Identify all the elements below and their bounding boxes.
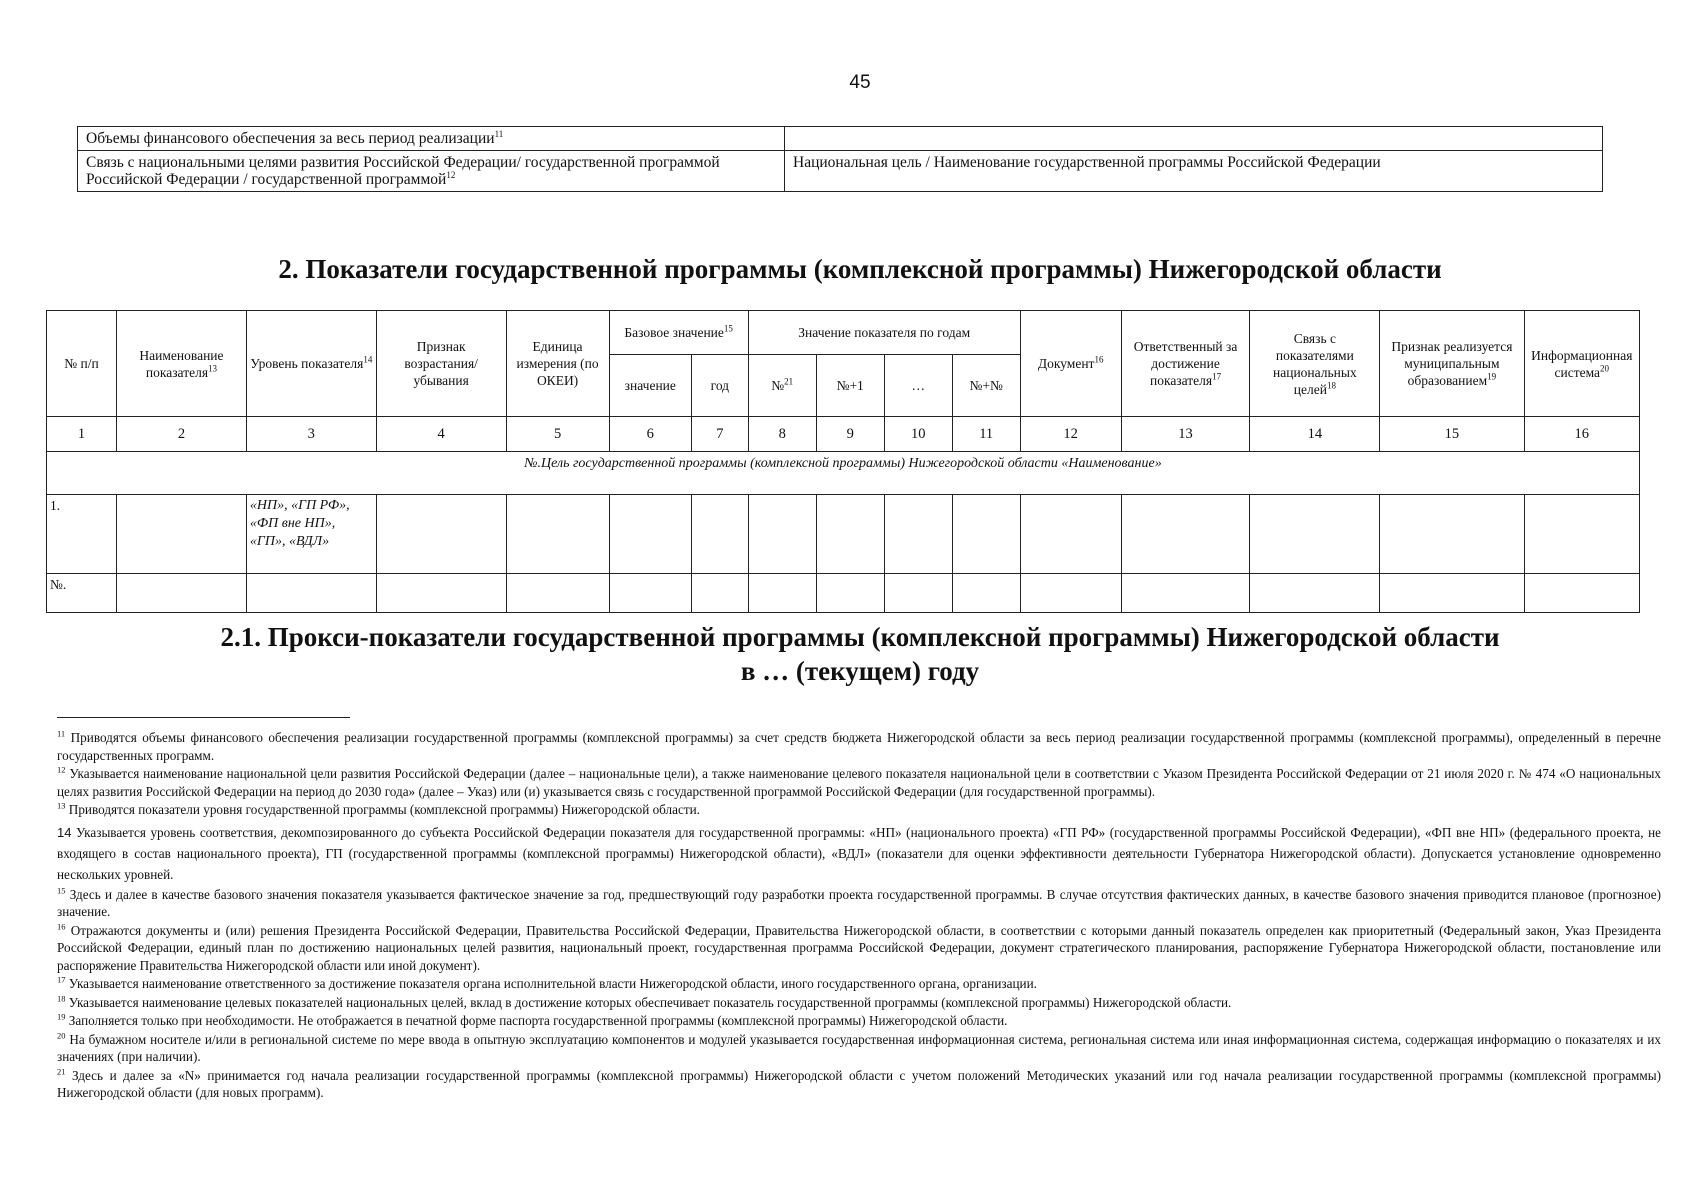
header-responsible — [1121, 311, 1250, 417]
header-label: Базовое значение — [624, 325, 724, 340]
footnote-text: Заполняется только при необходимости. Не отображается в печатной форме паспорта государственной программы (комплексной программы) Нижегородской области. — [68, 1013, 1008, 1028]
footnote-ref: 21 — [784, 376, 794, 387]
table-cell — [952, 495, 1020, 574]
col-number: 15 — [1380, 417, 1524, 452]
footnote-number: 17 — [57, 974, 66, 985]
footnote-ref: 19 — [1487, 371, 1497, 382]
footnote-number: 16 — [57, 921, 66, 932]
table-cell — [816, 574, 884, 613]
col-number: 2 — [117, 417, 247, 452]
col-number: 9 — [816, 417, 884, 452]
col-number: 14 — [1250, 417, 1380, 452]
table-cell — [692, 574, 749, 613]
col-number: 1 — [47, 417, 117, 452]
table-cell — [506, 574, 609, 613]
col-number: 13 — [1121, 417, 1250, 452]
table-cell — [376, 495, 506, 574]
header-base-year: год — [692, 355, 749, 417]
footnote — [57, 822, 1661, 885]
footnote — [57, 729, 1661, 764]
footnote-ref: 17 — [1212, 371, 1222, 382]
col-number: 4 — [376, 417, 506, 452]
header-label: Информационная система — [1531, 347, 1633, 380]
footnote-number: 11 — [57, 728, 66, 739]
header-indicator-name — [117, 311, 247, 417]
table-cell — [117, 574, 247, 613]
footnote-divider — [57, 717, 350, 718]
table-cell — [748, 495, 816, 574]
header-base-value-group — [609, 311, 748, 355]
financing-label: Объемы финансового обеспечения за весь период реализации — [86, 130, 495, 147]
footnote-text: Отражаются документы и (или) решения Президента Российской Федерации, Правительства Российской Федерации, Правительства Нижегородской области, в соответствии с которыми данный показатель определен как приоритетный (Федеральный закон, Указ Президента Российской Федерации, единый план по достижению национальных целей развития, национальный проект, государственная программа Российской Федерации, документ стратегического планирования, распоряжение Губернатора Нижегородской области, постановление или распоряжение Правительства Нижегородской области или иной документ). — [57, 922, 1661, 973]
row-number: 1. — [47, 495, 117, 574]
table-cell — [609, 574, 691, 613]
header-level — [246, 311, 376, 417]
table-cell — [692, 495, 749, 574]
footnote-number: 14 — [57, 824, 72, 840]
table-cell — [1121, 574, 1250, 613]
header-label: Признак реализуется муниципальным образованием — [1391, 339, 1513, 388]
table-cell — [1380, 495, 1524, 574]
table-cell — [1380, 574, 1524, 613]
header-base-value: значение — [609, 355, 691, 417]
table-row — [78, 151, 1603, 192]
table-cell — [884, 495, 952, 574]
table-row — [78, 127, 1603, 151]
header-label: Ответственный за достижение показателя — [1133, 339, 1238, 388]
footnote-ref: 18 — [1326, 380, 1336, 390]
footnote-number: 12 — [57, 764, 66, 775]
subsection-title-line2: в … (текущем) году — [740, 656, 980, 686]
header-years-group: Значение показателя по годам — [748, 311, 1020, 355]
footnote-text: Указывается уровень соответствия, декомпозированного до субъекта Российской Федерации показателя для государственной программы: «НП» (национального проекта) «ГП РФ» (государственной программы Российской Федерации), «ФП вне НП» (федерального проекта, не входящего в состав национального проекта), ГП (государственной программы (комплексной программы) Нижегородской области), «ВДЛ» (показатели для оценки эффективности деятельности Губернатора Нижегородской области). Допускается установление одновременно нескольких уровней. — [57, 824, 1661, 882]
page-number: 45 — [849, 72, 871, 93]
footnote-number: 18 — [57, 993, 66, 1004]
indicators-table — [46, 310, 1640, 613]
table-cell — [1250, 495, 1380, 574]
col-number: 7 — [692, 417, 749, 452]
header-year-nn: №+№ — [952, 355, 1020, 417]
header-year-n1: №+1 — [816, 355, 884, 417]
table-cell — [376, 574, 506, 613]
footnote-number: 15 — [57, 885, 66, 896]
footnote-ref: 11 — [494, 128, 504, 139]
footnote — [57, 975, 1661, 993]
table-cell — [117, 495, 247, 574]
footnote-text: Указывается наименование национальной цели развития Российской Федерации (далее – национальные цели), а также наименование целевого показателя национальной цели в соответствии с Указом Президента Российской Федерации от 21 июля 2020 г. № 474 «О национальных целях развития Российской Федерации на период до 2030 года» (далее – Указ) или (и) указывается связь с государственной программой Российской Федерации (для государственной программы). — [57, 766, 1662, 799]
footnote — [57, 994, 1661, 1012]
footnote-number: 13 — [57, 800, 66, 811]
table-cell — [609, 495, 691, 574]
goal-row — [47, 452, 1640, 495]
table-cell — [1524, 574, 1639, 613]
footnote-ref: 14 — [363, 354, 373, 365]
footnote-ref: 20 — [1600, 363, 1610, 373]
footnote-text: Здесь и далее за «N» принимается год начала реализации государственной программы (комплексной программы) Нижегородской области с учетом положений Методических указаний или год начала реализации государственной программы (комплексной программы) Нижегородской области (для новых программ). — [57, 1067, 1661, 1100]
header-national-link — [1250, 311, 1380, 417]
table-row — [47, 495, 1640, 574]
col-number: 11 — [952, 417, 1020, 452]
national-goals-label-cell — [78, 151, 785, 192]
table-row — [47, 574, 1640, 613]
table-cell — [1121, 495, 1250, 574]
header-trend: Признак возрастания/ убывания — [376, 311, 506, 417]
footnote — [57, 1031, 1661, 1066]
header-label: Связь с показателями национальных целей — [1273, 330, 1357, 397]
table-cell — [952, 574, 1020, 613]
header-unit: Единица измерения (по ОКЕИ) — [506, 311, 609, 417]
footnote — [57, 886, 1661, 921]
col-number: 8 — [748, 417, 816, 452]
table-cell — [1250, 574, 1380, 613]
footnote-text: Указывается наименование ответственного за достижение показателя органа исполнительной власти Нижегородской области, иного государственного органа, организации. — [68, 976, 1037, 991]
goal-cell: №.Цель государственной программы (комплексной программы) Нижегородской области «Наименование» — [47, 452, 1640, 495]
table-cell — [1524, 495, 1639, 574]
footnote-text: Приводятся объемы финансового обеспечения реализации государственной программы (комплексной программы) за счет средств бюджета Нижегородской области за весь период реализации государственной программы (комплексной программы), определенный в перечне государственных программ. — [57, 730, 1662, 763]
table-cell — [884, 574, 952, 613]
footnote — [57, 801, 1661, 819]
header-label: Наименование показателя — [139, 347, 224, 380]
footnote-number: 19 — [57, 1011, 66, 1022]
header-info-system — [1524, 311, 1639, 417]
header-year-dots: … — [884, 355, 952, 417]
header-num: № п/п — [47, 311, 117, 417]
column-numbers-row — [47, 417, 1640, 452]
subsection-title-line1: 2.1. Прокси-показатели государственной программы (комплексной программы) Нижегородской области — [220, 622, 1500, 652]
header-label: Уровень показателя — [250, 356, 364, 371]
header-year-n — [748, 355, 816, 417]
table-cell — [1020, 495, 1121, 574]
indicator-level-cell: «НП», «ГП РФ», «ФП вне НП», «ГП», «ВДЛ» — [246, 495, 376, 574]
footnote-text: Указывается наименование целевых показателей национальных целей, вклад в достижение которых обеспечивает показатель государственной программы (комплексной программы) Нижегородской области. — [68, 994, 1232, 1010]
row-number: №. — [47, 574, 117, 613]
footnote-number: 20 — [57, 1030, 66, 1041]
footnote-text: Здесь и далее в качестве базового значения показателя указывается фактическое значение за год, предшествующий году разработки проекта государственной программы. В случае отсутствия фактических данных, в качестве базового значения приводится плановое (прогнозное) значение. — [57, 886, 1661, 919]
col-number: 6 — [609, 417, 691, 452]
footnote-ref: 13 — [208, 363, 218, 373]
col-number: 10 — [884, 417, 952, 452]
col-number: 12 — [1020, 417, 1121, 452]
financing-value-cell — [785, 127, 1603, 151]
col-number: 5 — [506, 417, 609, 452]
table-cell — [506, 495, 609, 574]
footnote — [57, 1067, 1661, 1102]
footnote-ref: 15 — [723, 323, 733, 334]
header-document — [1020, 311, 1121, 417]
footnote-number: 21 — [57, 1066, 66, 1077]
col-number: 3 — [246, 417, 376, 452]
table-cell — [748, 574, 816, 613]
national-goals-label: Связь с национальными целями развития Российской Федерации/ государственной программой Российской Федерации / государственной программой — [86, 154, 720, 188]
program-summary-table — [77, 126, 1603, 192]
footnote — [57, 765, 1661, 800]
financing-label-cell — [78, 127, 785, 151]
table-cell — [1020, 574, 1121, 613]
footnote-text: Приводятся показатели уровня государственной программы (комплексной программы) Нижегородской области. — [68, 802, 700, 817]
footnote-ref: 12 — [446, 169, 456, 180]
section-title: 2. Показатели государственной программы (комплексной программы) Нижегородской области — [278, 254, 1442, 284]
footnote-text: На бумажном носителе и/или в региональной системе по мере ввода в опытную эксплуатацию компонентов и модулей указывается государственная информационная система, региональная система или иная информационная система, содержащая информацию о показателях и их значениях (при наличии). — [57, 1031, 1661, 1064]
footnote — [57, 1012, 1661, 1030]
national-goals-value-cell: Национальная цель / Наименование государственной программы Российской Федерации — [785, 151, 1603, 192]
indicator-level-cell — [246, 574, 376, 613]
header-label: Документ — [1037, 356, 1095, 371]
footnote-ref: 16 — [1094, 354, 1104, 365]
subsection-title — [0, 620, 1697, 688]
header-municipal — [1380, 311, 1524, 417]
footnote — [57, 922, 1661, 975]
footnotes — [57, 729, 1661, 1103]
header-label: № — [771, 378, 785, 393]
col-number: 16 — [1524, 417, 1639, 452]
table-cell — [816, 495, 884, 574]
